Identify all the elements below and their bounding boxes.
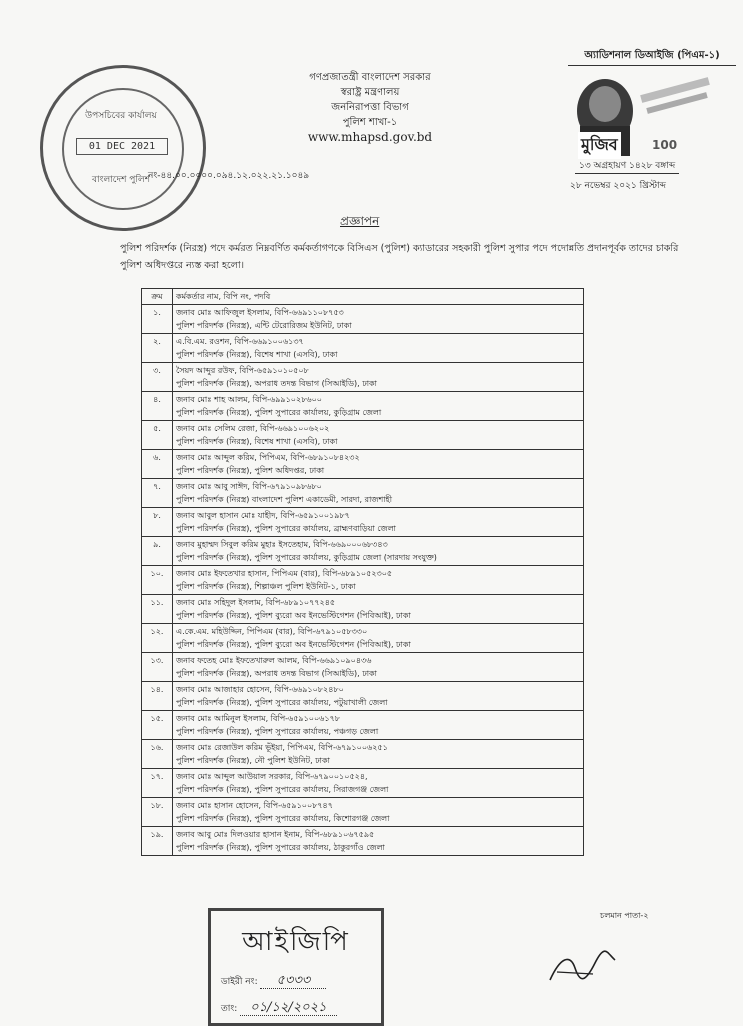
row-officer-details <box>173 479 584 508</box>
table-row <box>142 537 584 566</box>
officer-name-bp: এ.বি.এম. রওশন, বিপি-৬৬৯১০০৬১৩৭ <box>176 337 304 346</box>
row-officer-details <box>173 624 584 653</box>
row-serial: ১৫. <box>142 711 173 740</box>
table-row <box>142 595 584 624</box>
officer-name-bp: জনাব মোঃ আবু সাঈদ, বিপি-৬৭৯১০৯৮৬৮০ <box>176 482 322 491</box>
officer-designation: পুলিশ পরিদর্শক (নিরস্ত্র), নৌ পুলিশ ইউনিট, ঢাকা <box>176 756 330 765</box>
table-row <box>142 566 584 595</box>
table-row <box>142 334 584 363</box>
header-website-link[interactable]: www.mhapsd.gov.bd <box>307 130 433 144</box>
table-row <box>142 421 584 450</box>
badge-logo-sub: 100 <box>652 138 678 152</box>
date-row: তাং: ০১/১২/২০২১ <box>221 998 371 1019</box>
row-serial: ১. <box>142 305 173 334</box>
officer-name-bp: জনাব মোঃ আফিজুল ইসলাম, বিপি-৬৬৯১১০৮৭৫৩ <box>176 308 344 317</box>
officer-designation: পুলিশ পরিদর্শক (নিরস্ত্র), পুলিশ সুপারের কার্যালয়, ব্রাহ্মণবাড়িয়া জেলা <box>176 524 396 533</box>
officer-designation: পুলিশ পরিদর্শক (নিরস্ত্র), পুলিশ সুপারের কার্যালয়, ঠাকুরগাঁও জেলা <box>176 843 385 852</box>
row-officer-details <box>173 305 584 334</box>
officer-designation: পুলিশ পরিদর্শক (নিরস্ত্র), এন্টি টেরোরিজম ইউনিট, ঢাকা <box>176 321 352 330</box>
document-title: প্রজ্ঞাপন <box>340 214 380 228</box>
table-row <box>142 653 584 682</box>
table-row <box>142 827 584 856</box>
row-serial: ১০. <box>142 566 173 595</box>
officer-designation: পুলিশ পরিদর্শক (নিরস্ত্র), পুলিশ ব্যুরো অব ইনভেস্টিগেশন (পিবিআই), ঢাকা <box>176 611 411 620</box>
officer-name-bp: জনাব মোঃ শাহ আলম, বিপি-৬৯৯১০২৮৬০০ <box>176 395 323 404</box>
table-row <box>142 682 584 711</box>
officer-name-bp: জনাব মোঃ আমিনুল ইসলাম, বিপি-৬৫৯১০০৬১৭৮ <box>176 714 340 723</box>
memo-number: নং-৪৪.০০.০০০০.০৯৪.১২.০২২.২১.১০৪৯ <box>148 171 310 181</box>
row-officer-details <box>173 769 584 798</box>
officer-designation: পুলিশ পরিদর্শক (নিরস্ত্র), পুলিশ সুপারের কার্যালয়, পটুয়াখালী জেলা <box>176 698 388 707</box>
officer-designation: পুলিশ পরিদর্শক (নিরস্ত্র), পুলিশ সুপারের কার্যালয়, সিরাজগঞ্জ জেলা <box>176 785 389 794</box>
table-row <box>142 363 584 392</box>
badge-label: অ্যাডিশনাল ডিআইজি (পিএম-১) <box>568 48 736 66</box>
officer-designation: পুলিশ পরিদর্শক (নিরস্ত্র) বাংলাদেশ পুলিশ একাডেমী, সারদা, রাজশাহী <box>176 495 393 504</box>
table-header-row <box>142 289 584 305</box>
row-serial: ১৭. <box>142 769 173 798</box>
row-serial: ১৩. <box>142 653 173 682</box>
officer-name-bp: জনাব মোঃ ইফতেখার হাসান, পিপিএম (বার), বিপি-৬৮৯১০৫২৩০৫ <box>176 569 393 578</box>
row-officer-details <box>173 566 584 595</box>
header-line-division: জননিরাপত্তা বিভাগ <box>331 102 409 113</box>
row-officer-details <box>173 682 584 711</box>
row-serial: ১৮. <box>142 798 173 827</box>
officer-designation: পুলিশ পরিদর্শক (নিরস্ত্র), পুলিশ ব্যুরো অব ইনভেস্টিগেশন (পিবিআই), ঢাকা <box>176 640 411 649</box>
header-line-ministry: স্বরাষ্ট্র মন্ত্রণালয় <box>340 87 400 98</box>
officer-designation: পুলিশ পরিদর্শক (নিরস্ত্র), বিশেষ শাখা (এসবি), ঢাকা <box>176 437 338 446</box>
header-serial: ক্রম <box>142 289 173 305</box>
seal-date: 01 DEC 2021 <box>76 138 168 155</box>
officer-name-bp: সৈয়দ আব্দুর রউফ, বিপি-৬৫৯১০১০৫০৮ <box>176 366 309 375</box>
date-gregorian: ২৮ নভেম্বর ২০২১ খ্রিস্টাব্দ <box>570 181 666 191</box>
signature-icon <box>545 948 620 988</box>
table-row <box>142 450 584 479</box>
table-row <box>142 740 584 769</box>
table-row <box>142 769 584 798</box>
row-serial: ১৯. <box>142 827 173 856</box>
row-serial: ১২. <box>142 624 173 653</box>
row-officer-details <box>173 827 584 856</box>
row-serial: ৪. <box>142 392 173 421</box>
officer-designation: পুলিশ পরিদর্শক (নিরস্ত্র), পুলিশ সুপারের কার্যালয়, কুড়িগ্রাম জেলা <box>176 408 382 417</box>
officer-name-bp: জনাব মোঃ হাসান হোসেন, বিপি-৬৫৯১০০৮৭৪৭ <box>176 801 333 810</box>
row-serial: ৭. <box>142 479 173 508</box>
officer-designation: পুলিশ পরিদর্শক (নিরস্ত্র), পুলিশ সুপারের কার্যালয়, পঞ্চগড় জেলা <box>176 727 379 736</box>
officer-designation: পুলিশ পরিদর্শক (নিরস্ত্র), বিশেষ শাখা (এসবি), ঢাকা <box>176 350 338 359</box>
officer-designation: পুলিশ পরিদর্শক (নিরস্ত্র), পুলিশ সুপারের কার্যালয়, কুড়িগ্রাম জেলা (সারদায় সংযুক্ত) <box>176 553 437 562</box>
table-row <box>142 624 584 653</box>
officer-name-bp: জনাব মোঃ রেজাউল করিম ভূঁইয়া, পিপিএম, বিপি-৬৭৯১০০৬২৫১ <box>176 743 388 752</box>
table-row <box>142 305 584 334</box>
row-serial: ৮. <box>142 508 173 537</box>
header-line-branch: পুলিশ শাখা-১ <box>342 117 398 128</box>
mujib-badge <box>560 48 740 168</box>
seal-bottom-text: বাংলাদেশ পুলিশ <box>91 175 151 185</box>
table-row <box>142 711 584 740</box>
diary-row: ডাইরী নং: ৫৩৩৩ <box>221 971 371 992</box>
table-row <box>142 392 584 421</box>
receipt-stamp-title: আইজিপি <box>242 927 350 957</box>
table-row <box>142 479 584 508</box>
row-officer-details <box>173 798 584 827</box>
date-value: ০১/১২/২০২১ <box>240 1000 336 1016</box>
officer-name-bp: জনাব মোঃ সেলিম রেজা, বিপি-৬৬৯১০০৬২০২ <box>176 424 330 433</box>
row-officer-details <box>173 421 584 450</box>
row-officer-details <box>173 537 584 566</box>
row-officer-details <box>173 450 584 479</box>
row-serial: ৬. <box>142 450 173 479</box>
row-serial: ৯. <box>142 537 173 566</box>
officers-table <box>141 288 584 856</box>
row-serial: ১৬. <box>142 740 173 769</box>
row-officer-details <box>173 508 584 537</box>
row-serial: ৫. <box>142 421 173 450</box>
officer-name-bp: জনাব আবুল হাসান মোঃ যাহীদ, বিপি-৬৫৯১০০১৯৮৭ <box>176 511 350 520</box>
row-officer-details <box>173 653 584 682</box>
header-officer: কর্মকর্তার নাম, বিপি নং, পদবি <box>173 289 584 305</box>
row-serial: ১১. <box>142 595 173 624</box>
officer-designation: পুলিশ পরিদর্শক (নিরস্ত্র), অপরাধ তদন্ত বিভাগ (সিআইডি), ঢাকা <box>176 669 377 678</box>
row-serial: ১৪. <box>142 682 173 711</box>
row-officer-details <box>173 363 584 392</box>
header-line-govt: গণপ্রজাতন্ত্রী বাংলাদেশ সরকার <box>309 72 431 83</box>
officer-designation: পুলিশ পরিদর্শক (নিরস্ত্র), পুলিশ অধিদপ্তর, ঢাকা <box>176 466 325 475</box>
officer-name-bp: জনাব ফতেহ মোঃ ইফতেখারুল আলম, বিপি-৬৬৯১০৯০৪৩৬ <box>176 656 372 665</box>
officer-name-bp: জনাব মোঃ আব্দুল করিম, পিপিএম, বিপি-৬৮৯১০৮৪২৩২ <box>176 453 360 462</box>
badge-logo-text: মুজিব <box>578 132 621 159</box>
row-officer-details <box>173 392 584 421</box>
row-officer-details <box>173 595 584 624</box>
intro-paragraph: পুলিশ পরিদর্শক (নিরস্ত্র) পদে কর্মরত নিম্নবর্ণিত কর্মকর্তাগণকে বিসিএস (পুলিশ) ক্যাডারের সহকারী পুলিশ সুপার পদে পদোন্নতি প্রদানপূর্বক তাদের চাকরি পুলিশ অধিদপ্তরে ন্যস্ত করা হলো। <box>120 243 679 271</box>
officer-name-bp: জনাব মুহাম্মদ সিবুল করিম মুহাঃ ইসতেহাম, বিপি-৬৬৯০০০৬৮৩৪৩ <box>176 540 388 549</box>
officer-name-bp: জনাব মোঃ আব্দুল আউয়াল সরকার, বিপি-৬৭৯০০১০৫২৪, <box>176 772 368 781</box>
officer-name-bp: এ.কে.এম. মহিউদ্দিন, পিপিএম (বার), বিপি-৬৭৯১০৫৮৩৩০ <box>176 627 368 636</box>
receipt-stamp <box>208 908 384 1026</box>
officer-name-bp: জনাব মোঃ আজাহার হোসেন, বিপি-৬৬৯১০৮২৪৮০ <box>176 685 344 694</box>
officer-designation: পুলিশ পরিদর্শক (নিরস্ত্র), পুলিশ সুপারের কার্যালয়, কিশোরগঞ্জ জেলা <box>176 814 390 823</box>
officer-name-bp: জনাব মোঃ সহিদুল ইসলাম, বিপি-৬৮৯১০৭৭২৪৫ <box>176 598 336 607</box>
table-row <box>142 798 584 827</box>
row-officer-details <box>173 711 584 740</box>
officer-designation: পুলিশ পরিদর্শক (নিরস্ত্র), অপরাধ তদন্ত বিভাগ (সিআইডি), ঢাকা <box>176 379 377 388</box>
row-officer-details <box>173 740 584 769</box>
row-serial: ২. <box>142 334 173 363</box>
officer-name-bp: জনাব আবু মোঃ দিলওয়ার হাসান ইনাম, বিপি-৬৮৯১০৬৭৫৯৫ <box>176 830 375 839</box>
continued-note: চলমান পাতা-২ <box>600 911 649 920</box>
date-bangla: ১৩ অগ্রহায়ণ ১৪২৮ বঙ্গাব্দ <box>575 158 679 174</box>
row-officer-details <box>173 334 584 363</box>
date-label: তাং <box>221 1004 235 1014</box>
table-row <box>142 508 584 537</box>
officer-designation: পুলিশ পরিদর্শক (নিরস্ত্র), শিল্পাঞ্চল পুলিশ ইউনিট-১, ঢাকা <box>176 582 356 591</box>
seal-top-text: উপসচিবের কার্যালয় <box>85 111 157 121</box>
ministry-header <box>250 70 490 145</box>
diary-value: ৫৩৩৩ <box>260 973 326 989</box>
row-serial: ৩. <box>142 363 173 392</box>
diary-label: ডাইরী নং <box>221 977 255 987</box>
